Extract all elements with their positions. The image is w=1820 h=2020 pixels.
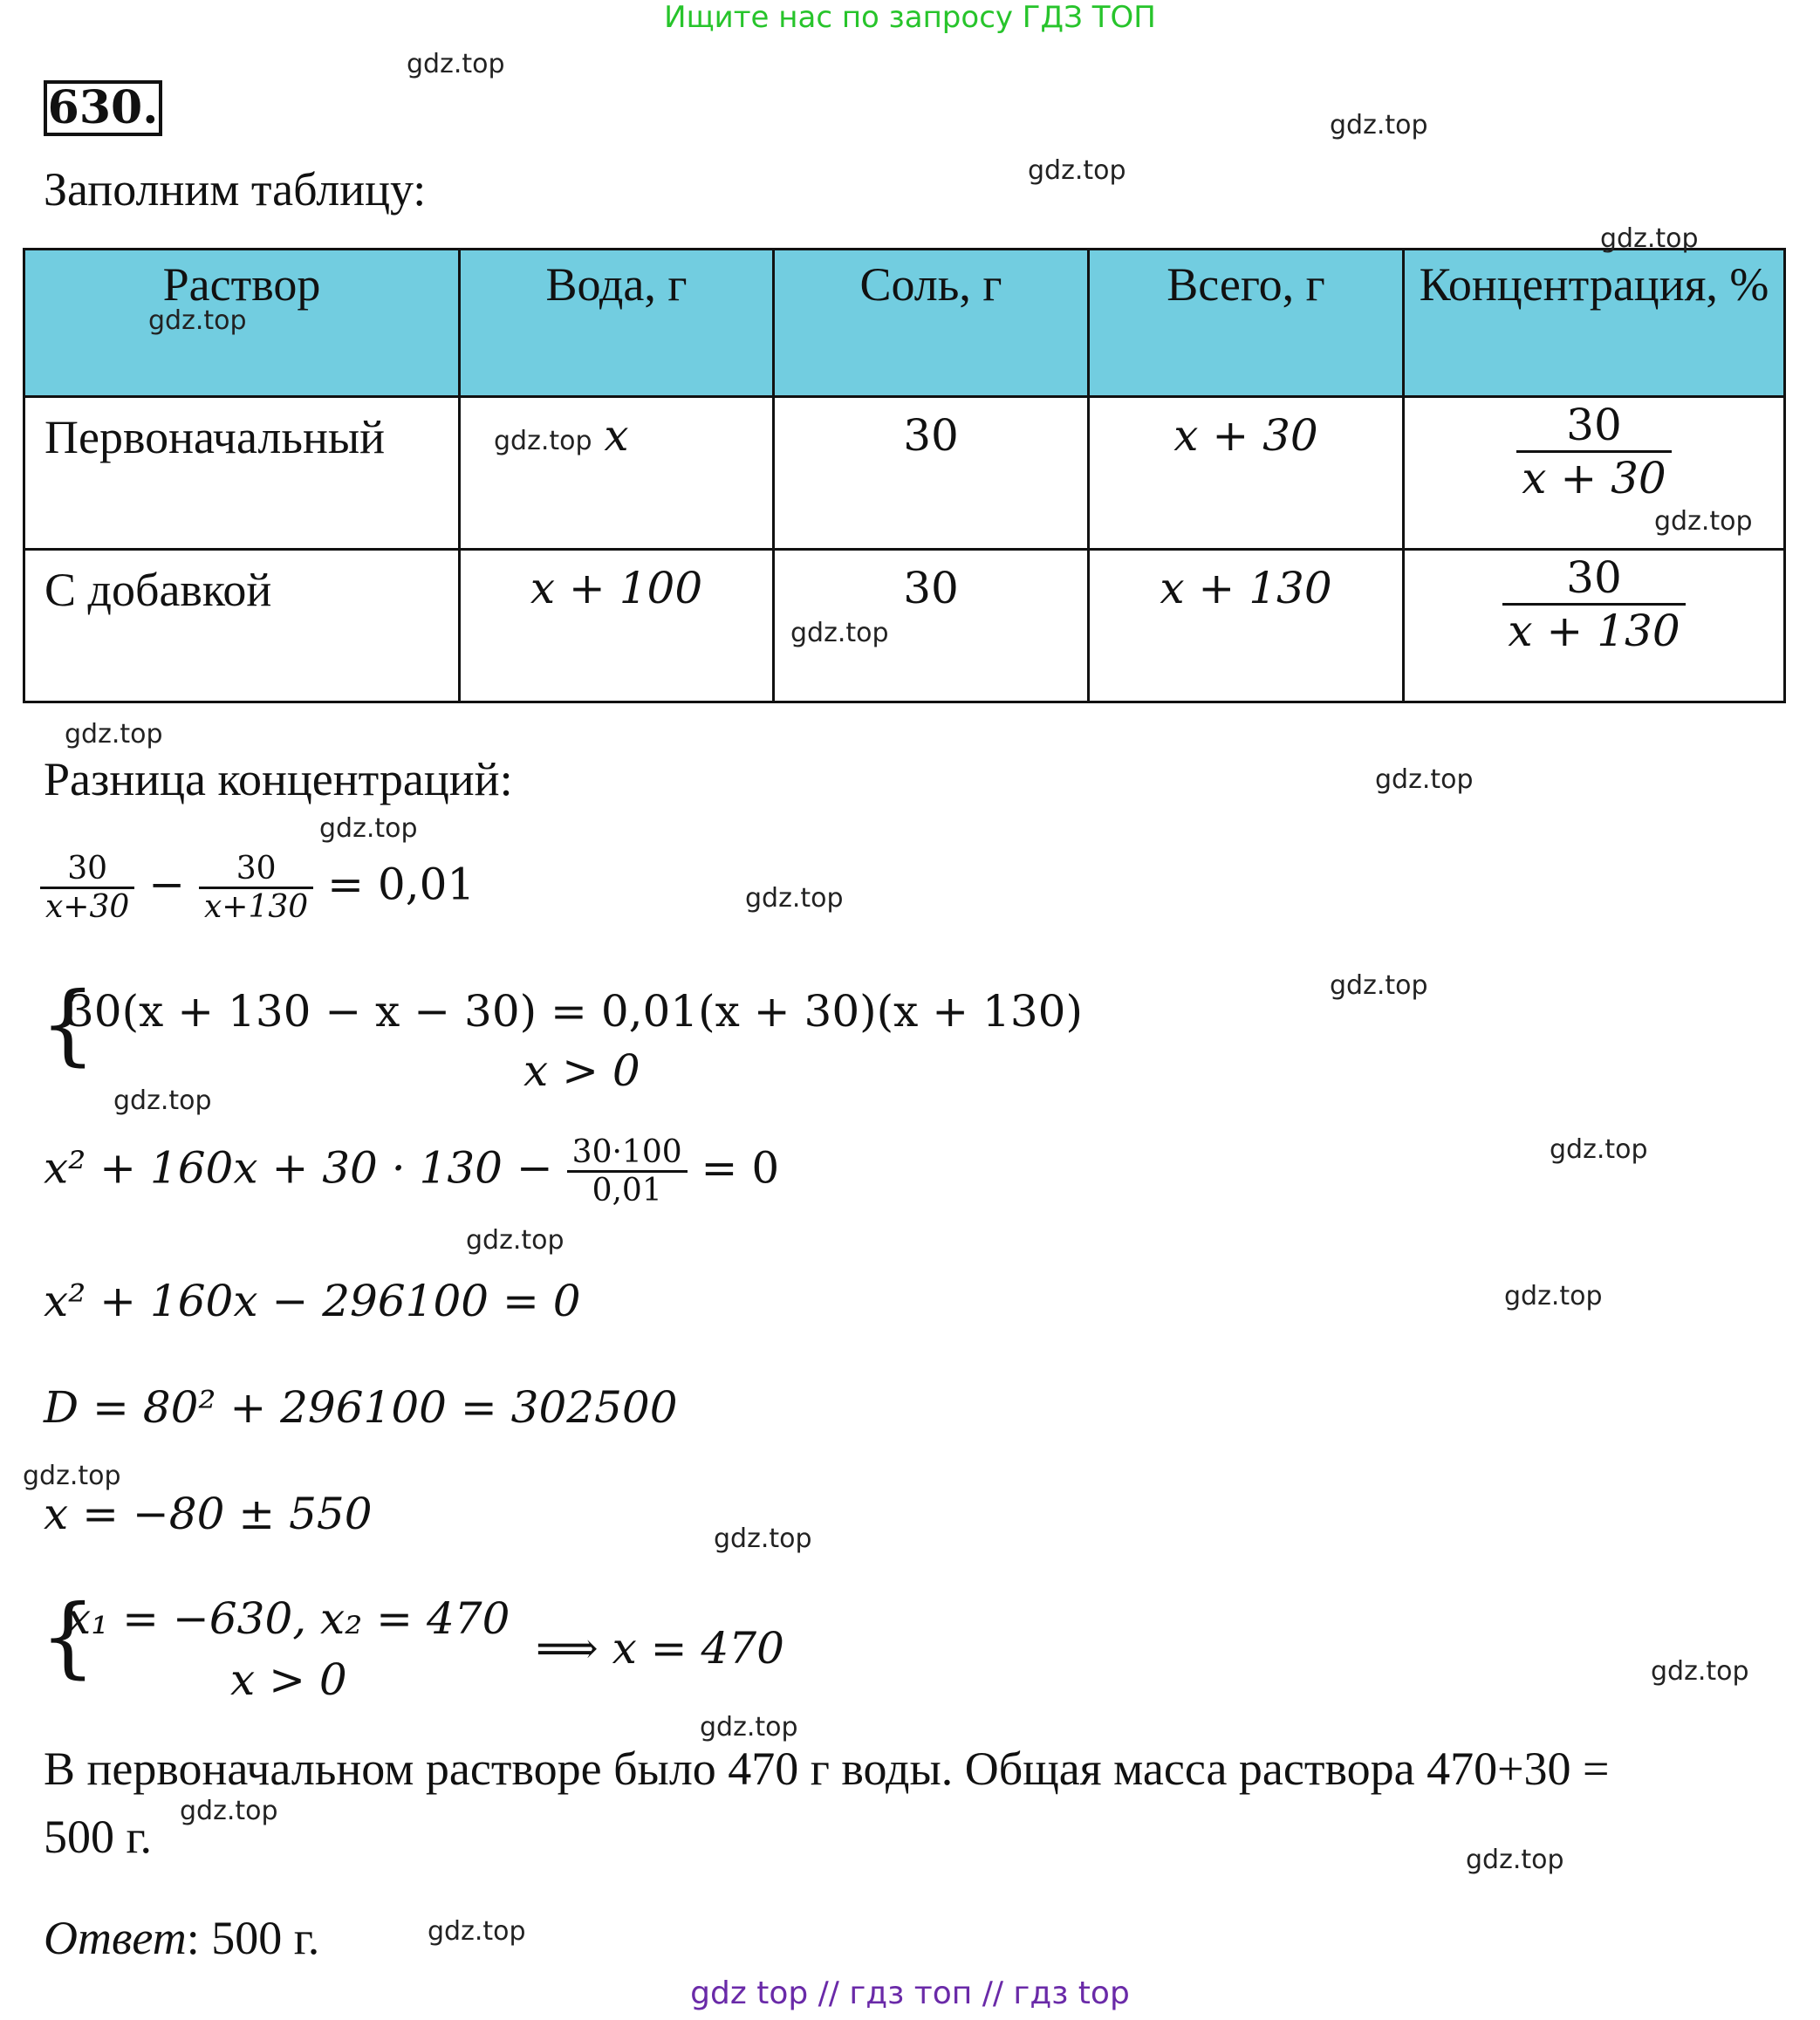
watermark: gdz.top	[714, 1524, 812, 1554]
watermark: gdz.top	[790, 618, 889, 648]
concentration-table	[23, 248, 1786, 703]
watermark: gdz.top	[428, 1916, 526, 1947]
cell-total: x + 130	[1089, 550, 1404, 702]
watermark: gdz.top	[745, 883, 844, 914]
intro-text: Заполним таблицу:	[44, 163, 427, 216]
cell-name: С добавкой	[24, 550, 460, 702]
problem-number: 630.	[44, 80, 162, 136]
system-brace-1: {	[40, 973, 96, 1075]
footer-links[interactable]: gdz top // гдз топ // гдз top	[690, 1975, 1130, 2011]
fraction-numerator: 30	[199, 851, 313, 889]
equation-lhs: x² + 160x + 30 · 130 −	[44, 1142, 553, 1194]
minus-sign: −	[148, 859, 186, 910]
conc-fraction	[1502, 552, 1685, 656]
system-brace-2: {	[40, 1585, 96, 1688]
watermark: gdz.top	[494, 426, 592, 456]
equation-5: x = −80 ± 550	[44, 1489, 373, 1539]
table-row	[24, 397, 1785, 550]
system2-line2: x > 0	[230, 1654, 347, 1705]
watermark: gdz.top	[1375, 764, 1474, 795]
difference-label: Разница концентраций:	[44, 753, 513, 805]
system2-result: ⟹ x = 470	[536, 1623, 784, 1674]
cell-concentration	[1404, 550, 1785, 702]
answer-value: : 500 г.	[186, 1912, 320, 1964]
table-row	[24, 550, 1785, 702]
equation-rhs: = 0,01	[327, 859, 476, 910]
system1-line2: x > 0	[523, 1045, 640, 1096]
equation-4: D = 80² + 296100 = 302500	[44, 1382, 678, 1433]
watermark: gdz.top	[180, 1796, 278, 1826]
fraction-3	[567, 1134, 688, 1209]
watermark: gdz.top	[319, 813, 418, 844]
answer-label: Ответ	[44, 1912, 187, 1964]
watermark: gdz.top	[113, 1085, 212, 1116]
col-header-total: Всего, г	[1089, 250, 1404, 397]
fraction-denominator: x + 30	[1522, 453, 1666, 503]
system1-line1: 30(x + 130 − x − 30) = 0,01(x + 30)(x + 130)	[66, 986, 1083, 1037]
cell-total: x + 30	[1089, 397, 1404, 550]
fraction-numerator: 30	[1502, 552, 1685, 606]
watermark: gdz.top	[23, 1461, 121, 1491]
watermark: gdz.top	[1028, 155, 1126, 186]
watermark: gdz.top	[466, 1225, 564, 1256]
watermark: gdz.top	[1330, 970, 1428, 1001]
equation-rhs: = 0	[701, 1142, 780, 1194]
fraction-numerator: 30·100	[567, 1134, 688, 1173]
col-header-concentration: Концентрация, %	[1404, 250, 1785, 397]
cell-salt: 30	[774, 397, 1089, 550]
fraction-denominator: x+130	[204, 889, 309, 925]
equation-3: x² + 160x − 296100 = 0	[44, 1276, 581, 1326]
watermark: gdz.top	[407, 49, 505, 79]
equation-1	[40, 851, 475, 925]
watermark: gdz.top	[1330, 110, 1428, 140]
watermark: gdz.top	[1600, 223, 1699, 254]
conclusion-line1: В первоначальном растворе было 470 г воды. Общая масса раствора 470+30 =	[44, 1743, 1610, 1795]
fraction-numerator: 30	[1516, 400, 1672, 453]
fraction-denominator: 0,01	[592, 1173, 662, 1209]
fraction-2	[199, 851, 313, 925]
watermark: gdz.top	[65, 719, 163, 750]
watermark: gdz.top	[1504, 1281, 1603, 1311]
cell-water: x + 100	[460, 550, 774, 702]
col-header-water: Вода, г	[460, 250, 774, 397]
conclusion-line2: 500 г.	[44, 1811, 153, 1863]
system2-line1: x₁ = −630, x₂ = 470	[66, 1593, 510, 1644]
cell-salt: 30	[774, 550, 1089, 702]
answer	[44, 1911, 319, 1965]
watermark: gdz.top	[1466, 1845, 1564, 1875]
fraction-1	[40, 851, 134, 925]
watermark: gdz.top	[700, 1712, 798, 1743]
watermark: gdz.top	[148, 305, 247, 336]
cell-water: x	[460, 397, 774, 550]
watermark: gdz.top	[1654, 506, 1753, 537]
fraction-numerator: 30	[40, 851, 134, 889]
watermark: gdz.top	[1651, 1656, 1749, 1687]
equation-2	[44, 1134, 779, 1209]
watermark: gdz.top	[1550, 1134, 1648, 1165]
col-header-solution: Раствор	[24, 250, 460, 397]
fraction-denominator: x + 130	[1508, 606, 1680, 656]
header-banner[interactable]: Ищите нас по запросу ГДЗ ТОП	[664, 0, 1156, 35]
col-header-salt: Соль, г	[774, 250, 1089, 397]
conc-fraction	[1516, 400, 1672, 503]
cell-name: Первоначальный	[24, 397, 460, 550]
fraction-denominator: x+30	[45, 889, 130, 925]
